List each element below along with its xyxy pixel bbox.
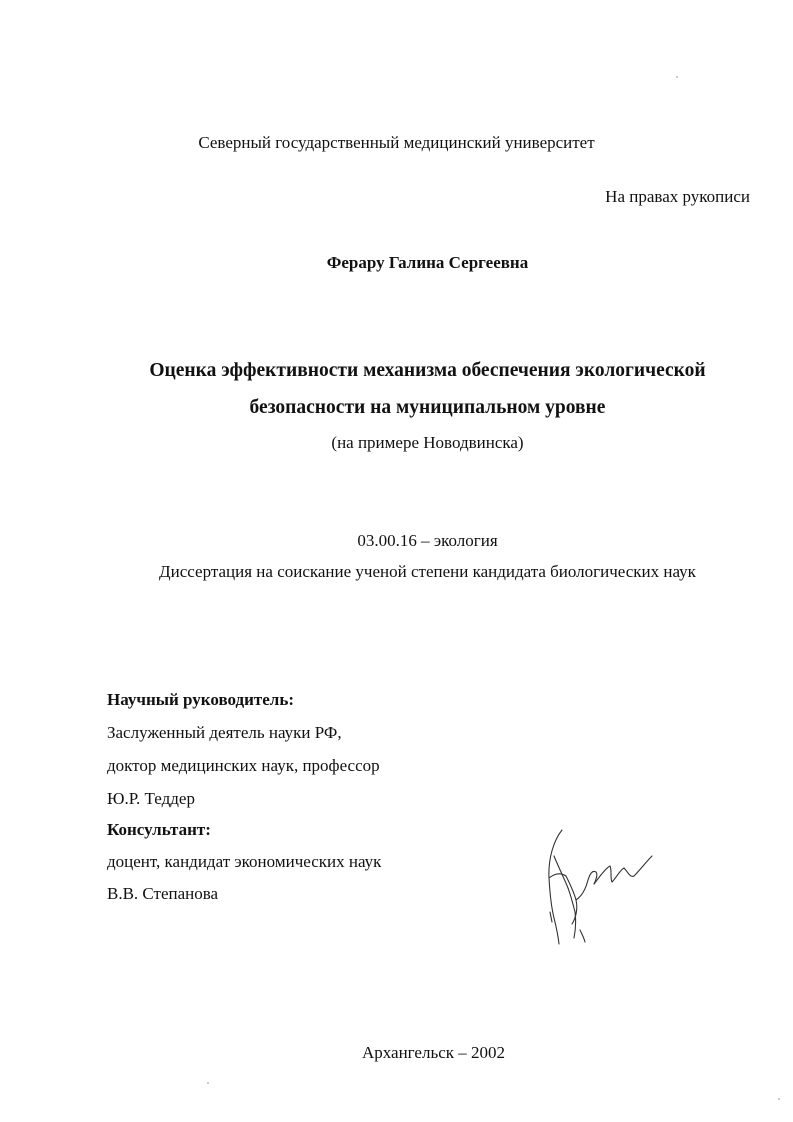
author-name: Ферару Галина Сергеевна <box>326 253 529 272</box>
signature-image <box>540 826 660 950</box>
scan-speck <box>676 76 678 78</box>
consultant-title: доцент, кандидат экономических наук <box>107 852 382 871</box>
supervisor-name: Ю.Р. Теддер <box>107 789 195 808</box>
consultant-name: В.В. Степанова <box>107 884 219 903</box>
university-name: Северный государственный медицинский университет <box>198 133 595 152</box>
title-line-2: безопасности на муниципальном уровне <box>249 397 606 418</box>
title-subtitle: (на примере Новодвинска) <box>331 433 524 452</box>
specialty-code: 03.00.16 – экология <box>357 531 498 550</box>
manuscript-note: На правах рукописи <box>605 187 750 206</box>
degree-statement: Диссертация на соискание ученой степени кандидата биологических наук <box>159 562 696 581</box>
title-line-1: Оценка эффективности механизма обеспечения экологической <box>149 360 706 381</box>
consultant-heading: Консультант: <box>107 820 211 839</box>
supervisor-heading: Научный руководитель: <box>107 690 294 709</box>
city-year: Архангельск – 2002 <box>361 1043 506 1062</box>
scan-speck <box>207 1082 209 1084</box>
supervisor-title-2: доктор медицинских наук, профессор <box>107 756 380 775</box>
supervisor-title-1: Заслуженный деятель науки РФ, <box>107 723 342 742</box>
scan-speck <box>778 1098 780 1100</box>
